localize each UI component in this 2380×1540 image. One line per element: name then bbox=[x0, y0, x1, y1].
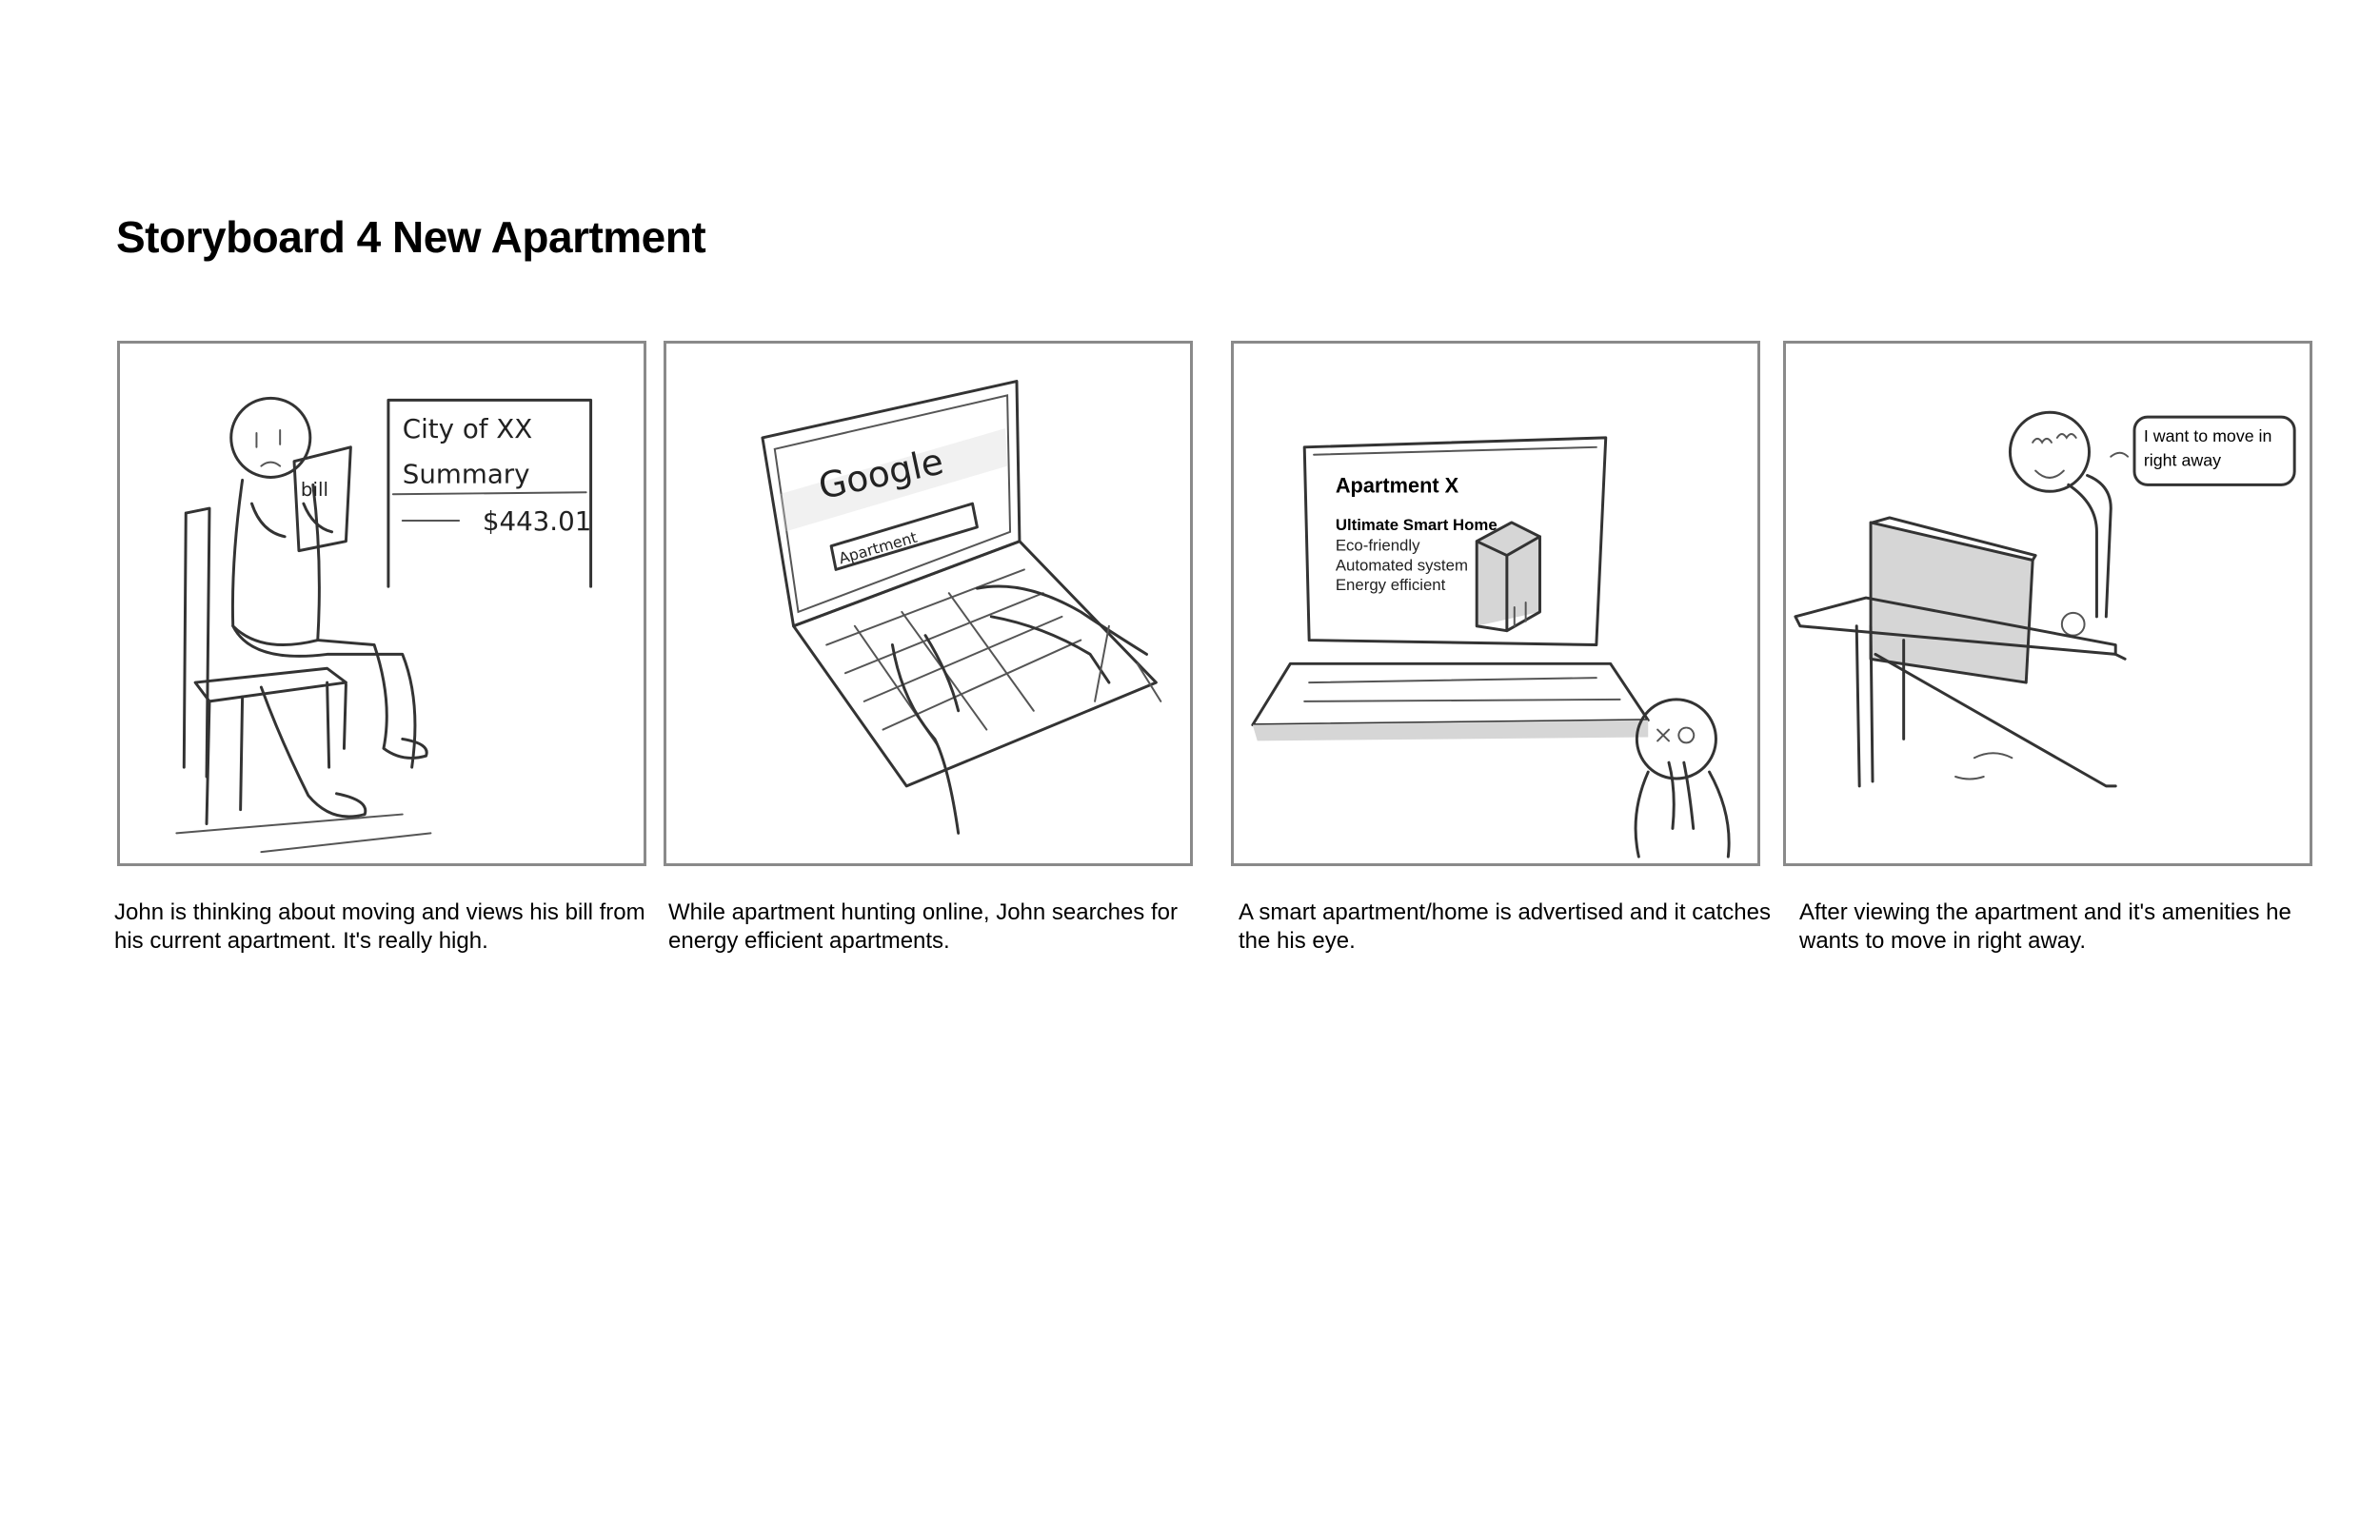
storyboard-panel-1 bbox=[117, 341, 646, 866]
panel-4-sketch bbox=[1786, 344, 2310, 863]
storyboard-panel-2 bbox=[664, 341, 1193, 866]
panel-4-caption: After viewing the apartment and it's amenities he wants to move in right away. bbox=[1799, 899, 2291, 954]
page-title: Storyboard 4 New Apartment bbox=[116, 212, 706, 262]
storyboard-panel-3 bbox=[1231, 341, 1760, 866]
panel-2-caption: While apartment hunting online, John searches for energy efficient apartments. bbox=[668, 899, 1178, 954]
storyboard-panel-4 bbox=[1783, 341, 2312, 866]
poster-line-2: Summary bbox=[402, 458, 530, 490]
poster-amount: $443.01 bbox=[482, 504, 592, 537]
panel-1-sketch bbox=[120, 344, 644, 863]
panel-3-caption: A smart apartment/home is advertised and it catches the his eye. bbox=[1239, 899, 1771, 954]
ad-heading: Ultimate Smart Home bbox=[1335, 515, 1497, 534]
bill-label: bill bbox=[300, 479, 328, 502]
ad-line-1: Eco-friendly bbox=[1335, 536, 1420, 555]
ad-line-2: Automated system bbox=[1335, 556, 1468, 575]
poster-line-1: City of XX bbox=[402, 412, 533, 444]
panel-2-sketch bbox=[666, 344, 1190, 863]
screen-logo: Google bbox=[814, 440, 947, 508]
speech-bubble-line-1: I want to move in bbox=[2143, 425, 2272, 445]
panel-1-caption: John is thinking about moving and views his bill from his current apartment. It's really high. bbox=[114, 899, 645, 954]
ad-line-3: Energy efficient bbox=[1335, 576, 1446, 595]
ad-title: Apartment X bbox=[1335, 473, 1459, 498]
search-text: Apartment bbox=[836, 527, 920, 568]
speech-bubble-line-2: right away bbox=[2143, 450, 2222, 470]
panel-3-sketch bbox=[1234, 344, 1757, 863]
